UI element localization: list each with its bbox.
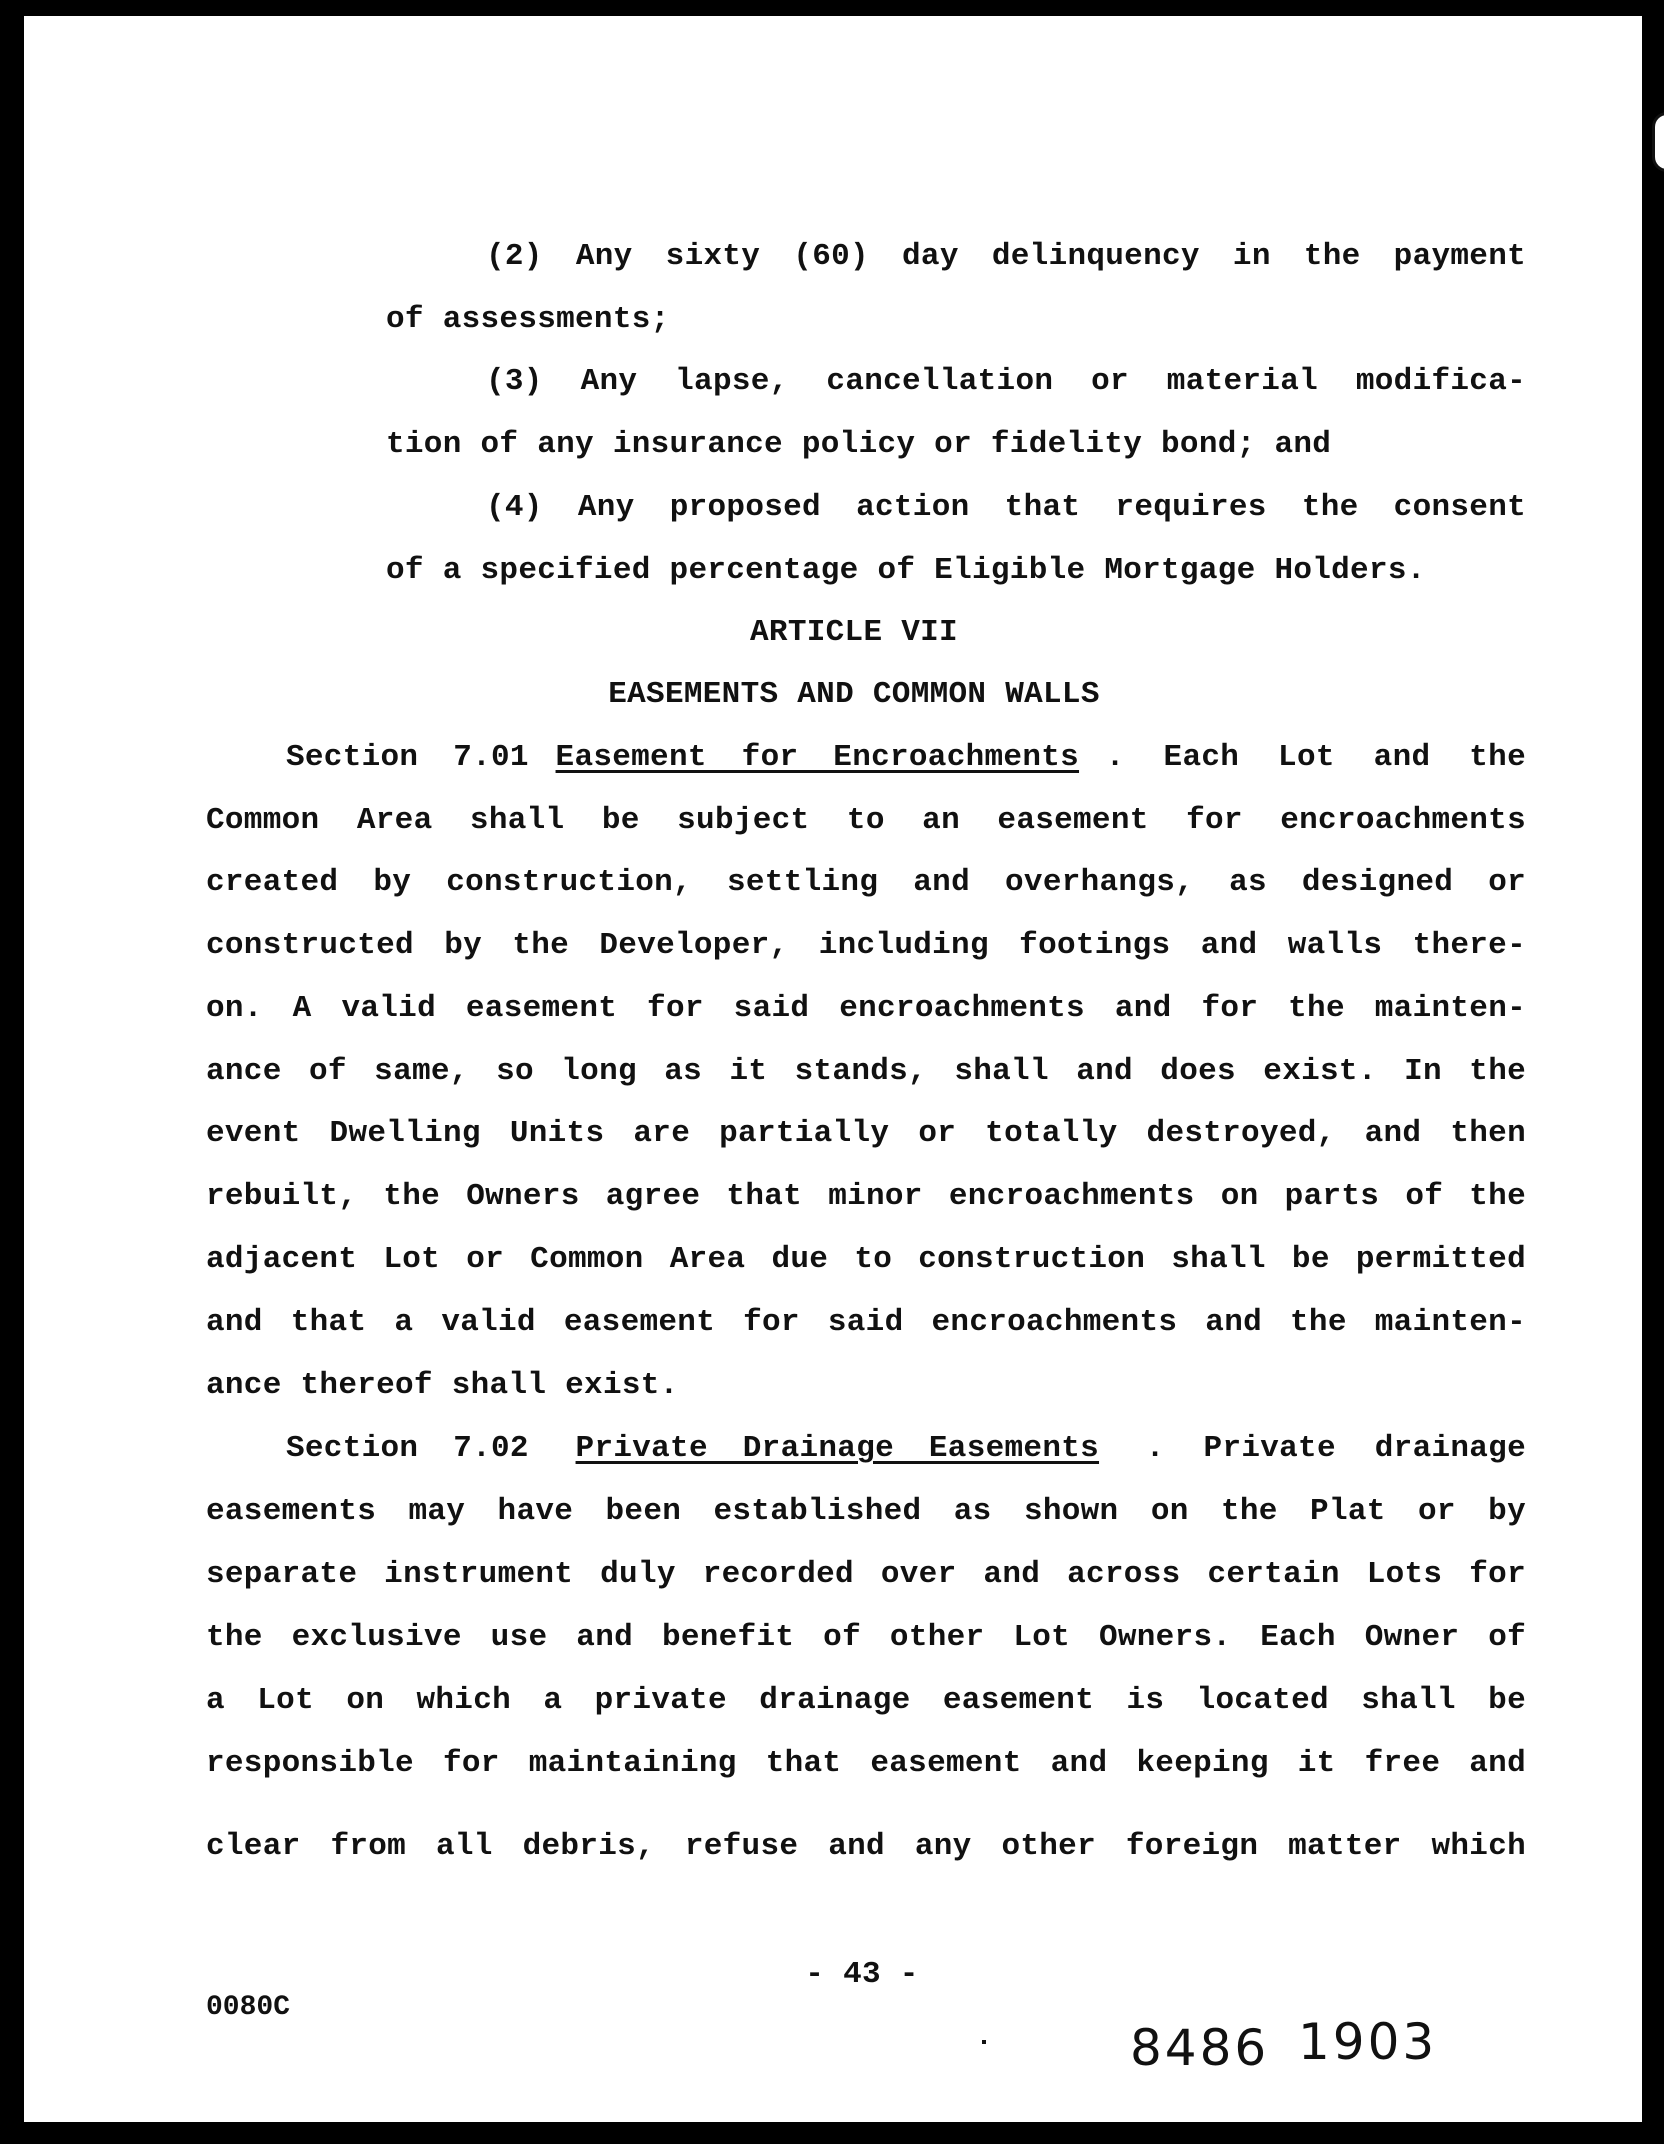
- section-702-line: clear from all debris, refuse and any other foreign matter which: [206, 1829, 1526, 1864]
- article-title: EASEMENTS AND COMMON WALLS: [608, 677, 1100, 712]
- section-702-line: separate instrument duly recorded over and across certain Lots for: [206, 1557, 1526, 1592]
- document-page: [24, 16, 1642, 2122]
- list-item-3-line-2: tion of any insurance policy or fidelity bond; and: [386, 427, 1332, 462]
- recording-stamp-right: 1903: [1298, 2013, 1438, 2071]
- section-702-line: a Lot on which a private drainage easement is located shall be: [206, 1683, 1526, 1718]
- list-item-2-line-1: (2) Any sixty (60) day delinquency in the payment: [486, 239, 1526, 274]
- section-702-line: easements may have been established as shown on the Plat or by: [206, 1494, 1526, 1529]
- section-702-heading: Private Drainage Easements: [575, 1431, 1100, 1466]
- article-number: ARTICLE VII: [750, 615, 958, 650]
- section-701-line: event Dwelling Units are partially or totally destroyed, and then: [206, 1116, 1526, 1151]
- section-701-line: Common Area shall be subject to an easement for encroachments: [206, 803, 1526, 838]
- section-701-heading: Easement for Encroachments: [555, 740, 1080, 775]
- section-702-line: the exclusive use and benefit of other Lot Owners. Each Owner of: [206, 1620, 1526, 1655]
- scan-edge-artifact: [1652, 112, 1664, 172]
- section-701-line: and that a valid easement for said encroachments and the mainten-: [206, 1305, 1526, 1340]
- section-701-last-line: ance thereof shall exist.: [206, 1368, 679, 1403]
- section-701-first-line-rest: . Each Lot and the: [1105, 740, 1526, 775]
- list-item-3-line-1: (3) Any lapse, cancellation or material modifica-: [486, 364, 1526, 399]
- section-701-line: ance of same, so long as it stands, shall and does exist. In the: [206, 1054, 1526, 1089]
- section-701-line: created by construction, settling and overhangs, as designed or: [206, 865, 1526, 900]
- section-701-line: adjacent Lot or Common Area due to construction shall be permitted: [206, 1242, 1526, 1277]
- section-701-first-line: [286, 738, 1526, 778]
- section-701-line: constructed by the Developer, including footings and walls there-: [206, 928, 1526, 963]
- section-702-line: responsible for maintaining that easement and keeping it free and: [206, 1746, 1526, 1781]
- list-item-4-line-2: of a specified percentage of Eligible Mortgage Holders.: [386, 553, 1426, 588]
- page-number: - 43 -: [805, 1957, 919, 1992]
- section-702-number: Section 7.02: [286, 1431, 529, 1466]
- recording-stamp-left: 8486: [1130, 2019, 1270, 2077]
- section-702-first-line-rest: . Private drainage: [1145, 1431, 1526, 1466]
- section-701-line: on. A valid easement for said encroachments and for the mainten-: [206, 991, 1526, 1026]
- scan-dot: [982, 2040, 986, 2044]
- section-702-first-line: [286, 1429, 1526, 1469]
- section-701-line: rebuilt, the Owners agree that minor encroachments on parts of the: [206, 1179, 1526, 1214]
- section-701-number: Section 7.01: [286, 740, 529, 775]
- list-item-2-line-2: of assessments;: [386, 302, 670, 337]
- list-item-4-line-1: (4) Any proposed action that requires the consent: [486, 490, 1526, 525]
- document-code: 0080C: [206, 1992, 291, 2023]
